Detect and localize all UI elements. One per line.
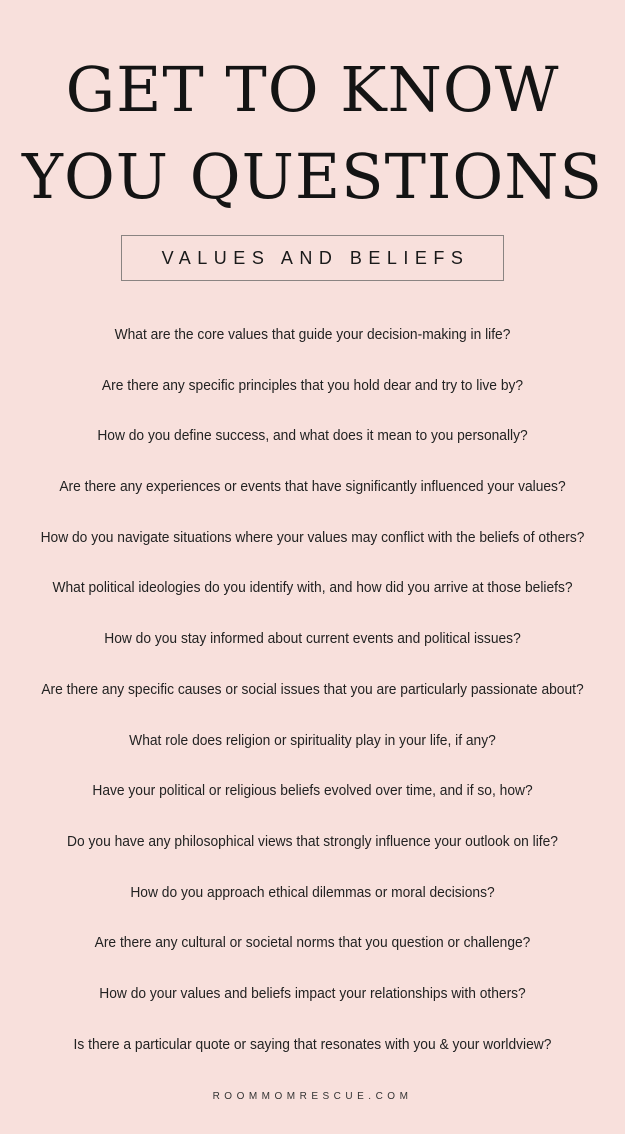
- question-item: How do you navigate situations where your values may conflict with the beliefs of others?: [40, 528, 585, 546]
- question-list: [0, 318, 625, 1078]
- question-item: Do you have any philosophical views that strongly influence your outlook on life?: [67, 832, 558, 850]
- question-item: Are there any experiences or events that have significantly influenced your values?: [59, 478, 566, 496]
- footer-website: ROOMMOMRESCUE.COM: [212, 1091, 413, 1102]
- subtitle-label: VALUES AND BELIEFS: [161, 247, 470, 268]
- question-item: How do you approach ethical dilemmas or moral decisions?: [130, 883, 495, 901]
- question-item: Are there any specific principles that you hold dear and try to live by?: [101, 376, 524, 394]
- question-item: Have your political or religious beliefs evolved over time, and if so, how?: [92, 782, 533, 800]
- question-item: Is there a particular quote or saying that resonates with you & your worldview?: [73, 1035, 552, 1053]
- question-item: Are there any cultural or societal norms that you question or challenge?: [94, 934, 531, 952]
- question-item: What are the core values that guide your decision-making in life?: [114, 326, 511, 343]
- question-item: What political ideologies do you identify with, and how did you arrive at those beliefs?: [52, 579, 573, 597]
- question-item: How do you define success, and what does it mean to you personally?: [97, 427, 528, 445]
- question-item: What role does religion or spirituality play in your life, if any?: [129, 731, 496, 749]
- page-title-line-1: GET TO KNOW: [65, 53, 560, 126]
- question-item: How do you stay informed about current events and political issues?: [104, 630, 521, 648]
- subtitle-box: [121, 235, 504, 281]
- question-item: How do your values and beliefs impact your relationships with others?: [99, 984, 526, 1002]
- page-title-line-2: YOU QUESTIONS: [22, 140, 603, 213]
- question-item: Are there any specific causes or social issues that you are particularly passionate about?: [41, 680, 584, 698]
